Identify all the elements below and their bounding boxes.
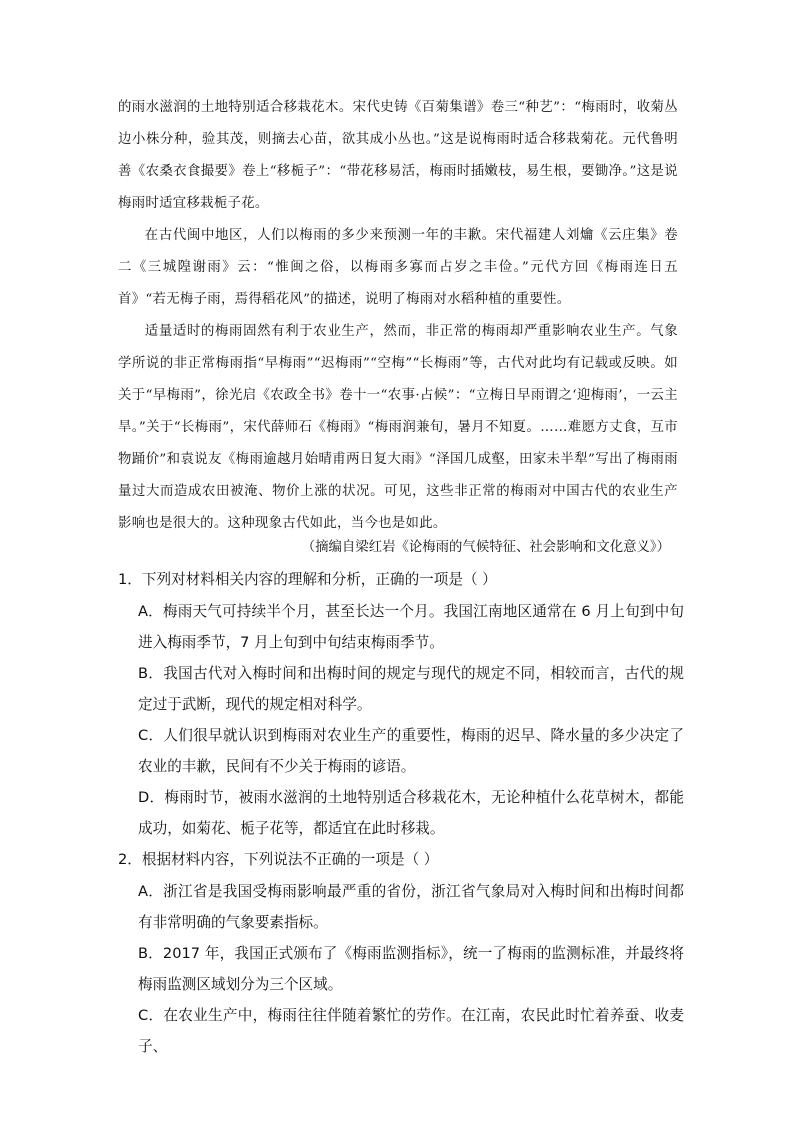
question-stem: 1．下列对材料相关内容的理解和分析，正确的一项是（ ） (118, 571, 497, 588)
passage-paragraph-1 (118, 92, 678, 220)
option-a: A．浙江省是我国受梅雨影响最严重的省份，浙江省气象局对入梅时间和出梅时间都有非常明确的气象要素指标。 (138, 883, 684, 931)
option-b: B．2017 年，我国正式颁布了《梅雨监测指标》，统一了梅雨的监测标准，并最终将梅雨监测区域划分为三个区域。 (138, 945, 684, 993)
question-stem: 2．根据材料内容，下列说法不正确的一项是（ ） (118, 851, 439, 868)
option-c: C．在农业生产中，梅雨往往伴随着繁忙的劳作。在江南，农民此时忙着养蚕、收麦子、 (138, 1007, 684, 1055)
option-c: C．人们很早就认识到梅雨对农业生产的重要性，梅雨的迟早、降水量的多少决定了农业的丰歉，民间有不少关于梅雨的谚语。 (138, 727, 684, 775)
source-citation: （摘编自梁红岩《论梅雨的气候特征、社会影响和文化意义》） (301, 540, 670, 555)
passage-text: 在古代闽中地区，人们以梅雨的多少来预测一年的丰歉。宋代福建人刘爚《云庄集》卷二《三城隍谢雨》云：“惟闽之俗，以梅雨多寡而占岁之丰俭。”元代方回《梅雨连日五首》“若无梅子雨，焉得稻花风”的描述，说明了梅雨对水稻种植的重要性。 (118, 228, 678, 307)
passage-text: 适量适时的梅雨固然有利于农业生产，然而，非正常的梅雨却严重影响农业生产。气象学所说的非正常梅雨指“早梅雨”“迟梅雨”“空梅”“长梅雨”等，古代对此均有记载或反映。如关于“早梅雨”，徐光启《农政全书》卷十一“农事·占候”：“立梅日早雨谓之‘迎梅雨’，一云主旱。”关于“长梅雨”，宋代薛师石《梅雨》“梅雨润兼旬，暑月不知夏。……难愿方丈食，互市物踊价”和袁说友《梅雨逾越月始晴甫两日复大雨》“泽国几成壑，田家未半犁”写出了梅雨雨量过大而造成农田被淹、物价上涨的状况。可见，这些非正常的梅雨对中国古代的农业生产影响也是很大的。这种现象古代如此，当今也是如此。 (118, 324, 678, 531)
question-1 (118, 564, 684, 844)
option-b: B．我国古代对入梅时间和出梅时间的规定与现代的规定不同，相较而言，古代的规定过于武断，现代的规定相对科学。 (138, 665, 684, 713)
option-a: A．梅雨天气可持续半个月，甚至长达一个月。我国江南地区通常在 6 月上旬到中旬进入梅雨季节，7 月上旬到中旬结束梅雨季节。 (138, 603, 684, 651)
passage-paragraph-3 (118, 316, 678, 540)
passage-paragraph-2 (118, 220, 678, 316)
passage-text: 的雨水滋润的土地特别适合移栽花木。宋代史铸《百菊集谱》卷三“种艺”：“梅雨时，收菊丛边小株分种，验其茂，则摘去心苗，欲其成小丛也。”这是说梅雨时适合移栽菊花。元代鲁明善《农桑衣食撮要》卷上“移栀子”：“带花移易活，梅雨时插嫩枝，易生根，要锄净。”这是说梅雨时适宜移栽栀子花。 (118, 100, 678, 211)
option-d: D．梅雨时节，被雨水滋润的土地特别适合移栽花木，无论种植什么花草树木，都能成功，如菊花、栀子花等，都适宜在此时移栽。 (138, 789, 684, 837)
question-2 (118, 844, 684, 1062)
